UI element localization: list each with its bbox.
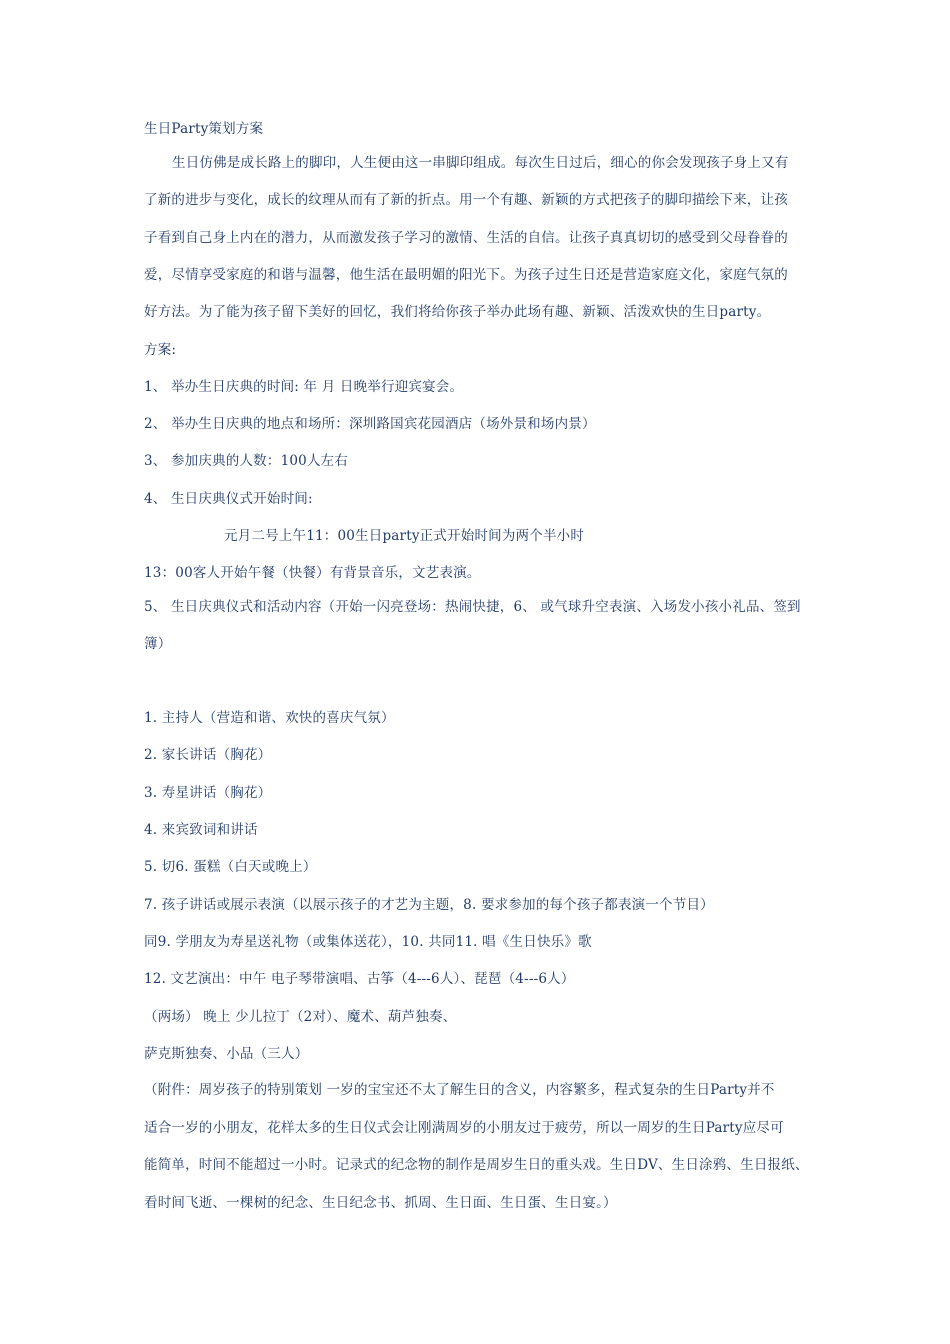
program-item: 12. 文艺演出：中午 电子琴带演唱、古筝（4---6人）、琵琶（4---6人） (144, 971, 575, 987)
program-item: 1. 主持人（营造和谐、欢快的喜庆气氛） (144, 710, 395, 726)
document-title: 生日Party策划方案 (144, 121, 264, 137)
program-item: 同9. 学朋友为寿星送礼物（或集体送花），10. 共同11. 唱《生日快乐》歌 (144, 934, 592, 950)
plan-item-5: 5、 生日庆典仪式和活动内容（开始一闪亮登场：热闹快捷，6、 或气球升空表演、入场发小孩小礼品、签到 (144, 599, 801, 615)
program-item: 3. 寿星讲话（胸花） (144, 785, 272, 801)
program-item: 7. 孩子讲话或展示表演（以展示孩子的才艺为主题，8. 要求参加的每个孩子都表演一个节目） (144, 897, 714, 913)
program-item: 4. 来宾致词和讲话 (144, 822, 258, 838)
plan-item-5-continued: 簿） (144, 636, 172, 652)
program-item: 2. 家长讲话（胸花） (144, 747, 272, 763)
lunch-line: 13：00客人开始午餐（快餐）有背景音乐，文艺表演。 (144, 565, 481, 581)
plan-item: 2、 举办生日庆典的地点和场所：深圳路国宾花园酒店（场外景和场内景） (144, 416, 596, 432)
program-item: （两场） 晚上 少儿拉丁（2对）、魔术、葫芦独奏、 (144, 1009, 457, 1025)
appendix-line: 适合一岁的小朋友，花样太多的生日仪式会让刚满周岁的小朋友过于疲劳，所以一周岁的生日Party应尽可 (144, 1120, 784, 1136)
program-item: 5. 切6. 蛋糕（白天或晚上） (144, 859, 317, 875)
intro-line: 生日仿佛是成长路上的脚印，人生便由这一串脚印组成。每次生日过后，细心的你会发现孩子身上又有 (172, 155, 789, 171)
plan-heading: 方案: (144, 342, 177, 358)
intro-line: 子看到自己身上内在的潜力，从而激发孩子学习的激情、生活的自信。让孩子真真切切的感受到父母眷眷的 (144, 230, 788, 246)
appendix-line: 看时间飞逝、一棵树的纪念、生日纪念书、抓周、生日面、生日蛋、生日宴。） (144, 1195, 617, 1211)
appendix-line: 能简单，时间不能超过一小时。记录式的纪念物的制作是周岁生日的重头戏。生日DV、生日涂鸦、生日报纸、 (144, 1157, 809, 1173)
plan-item: 4、 生日庆典仪式开始时间: (144, 491, 313, 507)
intro-line: 好方法。为了能为孩子留下美好的回忆，我们将给你孩子举办此场有趣、新颖、活泼欢快的生日party。 (144, 304, 771, 320)
appendix-line: （附件：周岁孩子的特别策划 一岁的宝宝还不太了解生日的含义，内容繁多，程式复杂的生日Party并不 (144, 1082, 775, 1098)
plan-item: 1、 举办生日庆典的时间: 年 月 日晚举行迎宾宴会。 (144, 379, 464, 395)
intro-line: 爱，尽情享受家庭的和谐与温馨，他生活在最明媚的阳光下。为孩子过生日还是营造家庭文化，家庭气氛的 (144, 267, 788, 283)
schedule-line: 元月二号上午11：00生日party正式开始时间为两个半小时 (224, 528, 585, 544)
plan-item: 3、 参加庆典的人数：100人左右 (144, 453, 349, 469)
program-item: 萨克斯独奏、小品（三人） (144, 1046, 309, 1062)
intro-line: 了新的进步与变化，成长的纹理从而有了新的折点。用一个有趣、新颖的方式把孩子的脚印描绘下来，让孩 (144, 192, 788, 208)
